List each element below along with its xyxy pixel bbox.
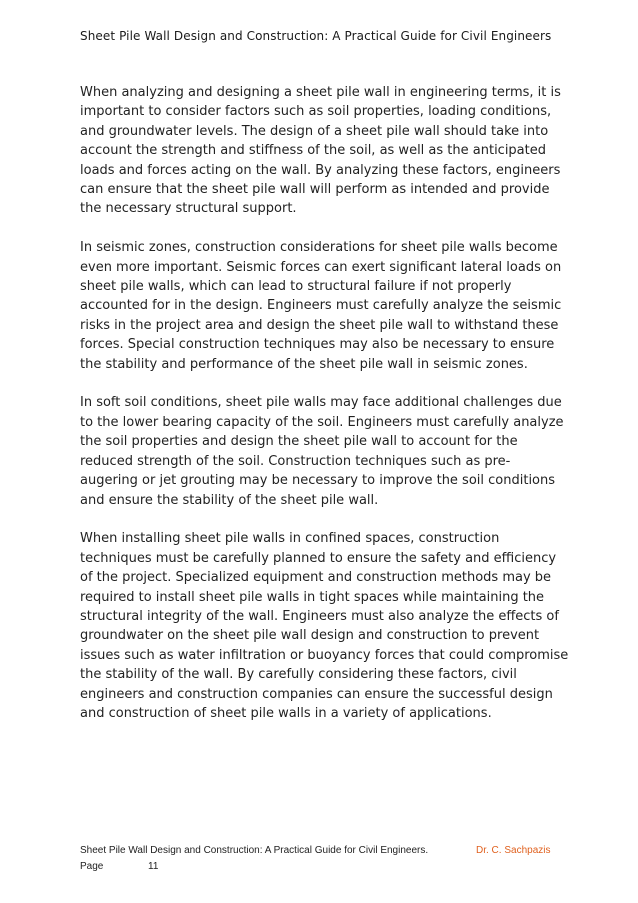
text-line: can ensure that the sheet pile wall will perform as intended and provide [80,182,550,198]
footer-author: Dr. C. Sachpazis [476,845,551,856]
text-line: the soil properties and design the sheet pile wall to account for the [80,434,518,450]
text-line: and ensure the stability of the sheet pile wall. [80,492,379,508]
page-footer [80,845,560,872]
body-text [80,83,569,743]
text-line: engineers and construction companies can ensure the successful design [80,686,553,702]
text-line: When analyzing and designing a sheet pile wall in engineering terms, it is [80,85,561,100]
page-label: Page [80,861,104,872]
text-line: risks in the project area and design the sheet pile wall to withstand these [80,317,559,333]
header-title: Sheet Pile Wall Design and Construction: A Practical Guide for Civil Engineers [80,29,552,43]
text-line: In seismic zones, construction considerations for sheet pile walls become [80,240,558,256]
text-line: account the strength and stiffness of the soil, as well as the anticipated [80,143,547,159]
text-line: of the project. Specialized equipment and construction methods may be [80,570,552,586]
text-line: groundwater on the sheet pile wall design and construction to prevent [80,628,540,644]
text-line: the stability and performance of the sheet pile wall in seismic zones. [80,356,528,372]
text-line: to the lower bearing capacity of the soil. Engineers must carefully analyze [80,414,564,430]
paragraph [80,393,565,509]
text-line: techniques must be carefully planned to ensure the safety and efficiency [80,550,557,566]
text-line: the necessary structural support. [80,201,297,217]
text-line: forces. Special construction techniques may also be necessary to ensure [80,337,555,353]
paragraph [80,238,565,374]
text-line: accounted for in the design. Engineers must carefully analyze the seismic [80,298,562,314]
text-line: When installing sheet pile walls in confined spaces, construction [80,531,500,547]
text-line: and construction of sheet pile walls in a variety of applications. [80,705,492,721]
footer-page-row [80,861,560,872]
footer-title: Sheet Pile Wall Design and Construction: A Practical Guide for Civil Engineers. [80,845,429,856]
text-line: issues such as water infiltration or buoyancy forces that could compromise [80,647,569,663]
text-line: the stability of the wall. By carefully considering these factors, civil [80,667,517,683]
running-header [80,29,580,43]
paragraph [80,529,569,723]
text-line: and groundwater levels. The design of a sheet pile wall should take into [80,123,549,139]
text-line: augering or jet grouting may be necessary to improve the soil conditions [80,473,556,489]
footer-title-row [80,845,560,856]
text-line: reduced strength of the soil. Construction techniques such as pre- [80,453,511,469]
text-line: In soft soil conditions, sheet pile walls may face additional challenges due [80,395,562,411]
text-line: loads and forces acting on the wall. By analyzing these factors, engineers [80,162,561,178]
text-line: required to install sheet pile walls in tight spaces while maintaining the [80,589,545,605]
text-line: structural integrity of the wall. Engineers must also analyze the effects of [80,608,559,624]
text-line: sheet pile walls, which can lead to structural failure if not properly [80,279,512,295]
page-number: 11 [148,861,159,872]
paragraph [80,83,565,219]
text-line: important to consider factors such as soil properties, loading conditions, [80,104,552,120]
text-line: even more important. Seismic forces can exert significant lateral loads on [80,259,562,275]
